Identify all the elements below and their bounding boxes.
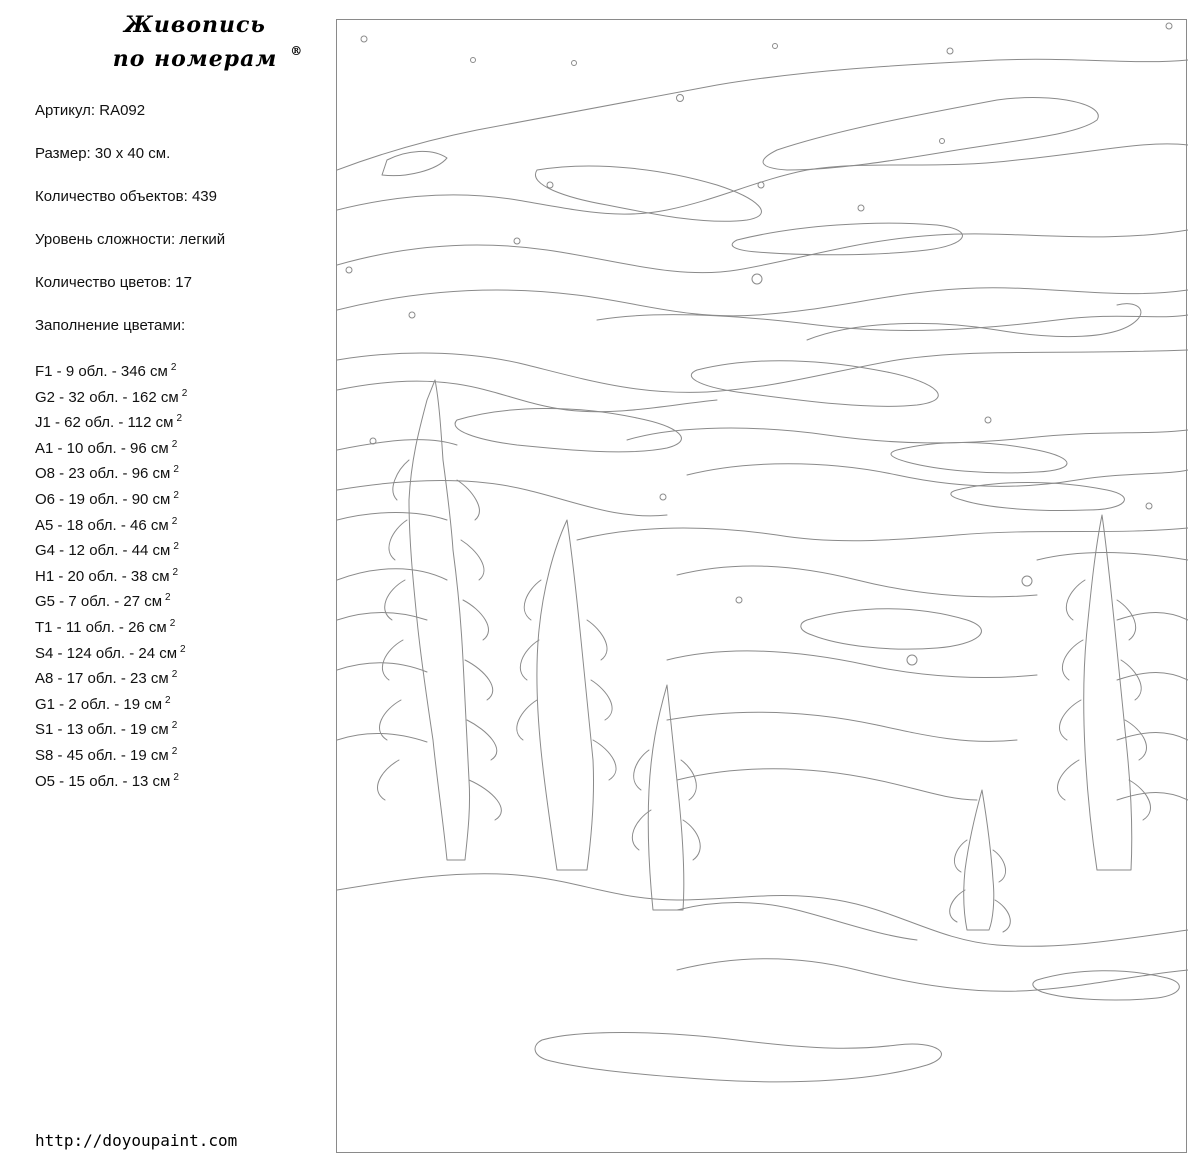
brand-line-2	[112, 42, 304, 76]
canvas-size: Размер: 30 х 40 см.	[35, 145, 171, 162]
sky-band	[677, 769, 977, 800]
difficulty-level: Уровень сложности: легкий	[35, 231, 226, 248]
fill-row: J1 - 62 обл. - 112 см $^2$	[35, 413, 182, 432]
fill-row: G2 - 32 обл. - 162 см $^2$	[35, 387, 188, 406]
sky-band	[382, 151, 447, 175]
sky-band	[677, 566, 1037, 597]
tree-outline	[950, 840, 1011, 932]
ground-contour	[677, 959, 1188, 992]
snow-dot	[346, 267, 352, 273]
sky-band	[891, 443, 1067, 473]
sky-band	[627, 428, 1188, 443]
fill-row: A5 - 18 обл. - 46 см $^2$	[35, 515, 178, 534]
object-count: Количество объектов: 439	[35, 188, 217, 205]
snow-dot	[773, 44, 778, 49]
fill-heading: Заполнение цветами:	[35, 317, 186, 334]
brand-line-1: Живопись	[124, 12, 266, 38]
sky-band	[337, 481, 667, 516]
snow-dot	[1022, 576, 1032, 586]
snow-dot	[471, 58, 476, 63]
snow-dot	[660, 494, 666, 500]
sky-band	[951, 483, 1125, 511]
sky-band	[1117, 793, 1188, 801]
sky-band	[1117, 733, 1188, 741]
snow-dot	[1166, 23, 1172, 29]
sky-band	[691, 361, 938, 407]
fill-row: F1 - 9 обл. - 346 см $^2$	[35, 362, 177, 380]
sky-band	[337, 569, 447, 580]
sky-band	[687, 464, 1188, 487]
sky-band	[807, 304, 1141, 340]
sky-band	[337, 613, 427, 621]
snow-dot	[758, 182, 764, 188]
tree-outline	[1084, 515, 1132, 870]
sky-band	[597, 315, 1188, 331]
snow-dot	[677, 95, 684, 102]
fill-row: G1 - 2 обл. - 19 см $^2$	[35, 694, 171, 713]
fill-row: S4 - 124 обл. - 24 см $^2$	[35, 643, 186, 662]
sky-band	[667, 712, 1017, 741]
ground-contour	[677, 903, 917, 941]
sky-band	[337, 144, 1188, 214]
tree-outline	[409, 380, 470, 860]
article-number: Артикул: RA092	[35, 102, 146, 119]
snow-dot	[361, 36, 367, 42]
color-count: Количество цветов: 17	[35, 274, 192, 291]
sky-band	[1117, 673, 1188, 681]
coloring-canvas	[336, 19, 1187, 1153]
fill-row: G5 - 7 обл. - 27 см $^2$	[35, 592, 171, 611]
tree-outline	[457, 480, 501, 820]
sky-band	[732, 223, 962, 255]
snow-dot	[736, 597, 742, 603]
brand-line-2-text: по номерам	[112, 46, 278, 72]
sky-band	[337, 733, 427, 742]
sky-band	[535, 166, 761, 221]
snow-dot	[907, 655, 917, 665]
snow-dot	[1146, 503, 1152, 509]
sky-band	[455, 408, 681, 451]
ground-contour	[1033, 971, 1179, 1000]
sky-band	[337, 350, 1188, 392]
ground-contour	[337, 874, 1188, 947]
fill-row: O5 - 15 обл. - 13 см $^2$	[35, 771, 179, 790]
sky-band	[801, 609, 982, 649]
fill-row: O8 - 23 обл. - 96 см $^2$	[35, 464, 179, 483]
fill-row: H1 - 20 обл. - 38 см $^2$	[35, 566, 179, 585]
fill-row: T1 - 11 обл. - 26 см $^2$	[35, 617, 176, 636]
tree-outline	[648, 685, 684, 910]
product-info	[35, 100, 225, 358]
tree-outline	[378, 460, 409, 800]
fill-row: S1 - 13 обл. - 19 см $^2$	[35, 720, 178, 739]
snow-dot	[940, 139, 945, 144]
snow-dot	[858, 205, 864, 211]
fill-row: A1 - 10 обл. - 96 см $^2$	[35, 438, 178, 457]
registered-mark: ®	[290, 44, 304, 58]
sky-band	[577, 528, 1188, 541]
tree-outline	[517, 580, 616, 780]
sky-band	[337, 288, 1188, 316]
fill-row: G4 - 12 обл. - 44 см $^2$	[35, 541, 179, 560]
fill-row: S8 - 45 обл. - 19 см $^2$	[35, 745, 178, 764]
sky-band	[337, 230, 1188, 273]
website-url[interactable]: http://doyoupaint.com	[35, 1131, 238, 1150]
sky-band	[337, 513, 447, 521]
snow-dot	[985, 417, 991, 423]
tree-outline	[537, 520, 594, 870]
snow-dot	[752, 274, 762, 284]
sky-band	[337, 381, 717, 412]
snow-dot	[409, 312, 415, 318]
snow-dot	[947, 48, 953, 54]
landscape-outline-drawing	[337, 20, 1188, 1154]
color-fill-list	[35, 357, 187, 792]
sky-band	[337, 440, 457, 450]
fill-row: A8 - 17 обл. - 23 см $^2$	[35, 669, 178, 688]
sky-band	[667, 651, 1037, 678]
sky-band	[763, 98, 1098, 170]
snow-dot	[514, 238, 520, 244]
tree-outline	[632, 750, 700, 860]
snow-dot	[547, 182, 553, 188]
snow-dot	[572, 61, 577, 66]
fill-row: O6 - 19 обл. - 90 см $^2$	[35, 489, 179, 508]
ground-contour	[535, 1033, 941, 1082]
brand-logo	[95, 8, 304, 76]
sky-band	[1117, 613, 1188, 621]
sky-band	[1037, 553, 1188, 561]
tree-outline	[1058, 580, 1151, 820]
sky-band	[337, 59, 1188, 170]
tree-outline	[964, 790, 994, 930]
